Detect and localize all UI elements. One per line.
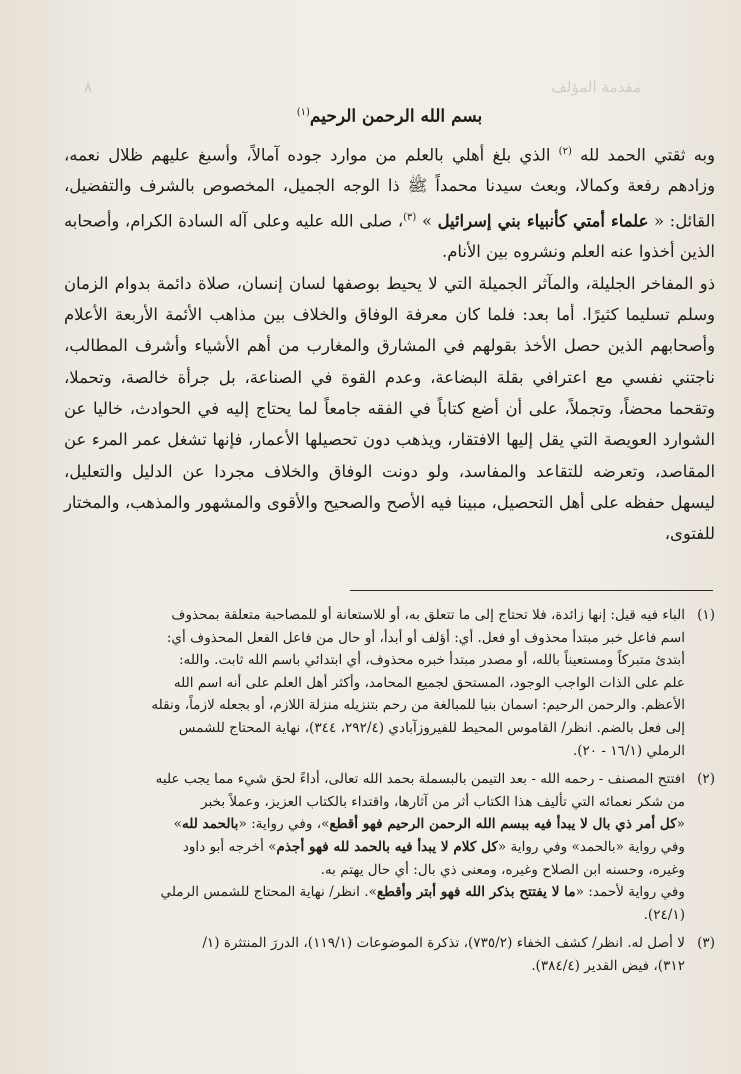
footnote-1: [64, 604, 715, 762]
footnote-separator: [350, 590, 713, 591]
paragraph-2: ذو المفاخر الجليلة، والمآثر الجميلة التي لا يحيط بوصفها لسان إنسان، صلاة دائمة بدوام الزمان وسلم تسليما كثيرًا. أما بعد: فلما كان معرفة الوفاق والخلاف بين مذاهب الأئمة الأربعة الأعلام وأصحابهم الذين حصل الأخذ بقولهم في المشارق والمغارب من أهم الأشياء وأشرف المطالب، ناجتني نفسي مع اعترافي بقلة البضاعة، وعدم القوة في الصناعة، بل جرأة خالصة، وتحملا، وتقحما محضاً، وتجملاً، على أن أضع كتاباً في الفقه جامعاً لما يحتاج إليه في الحوادث، خاليا عن الشوارد العويصة التي يقل إليها الافتقار، ويذهب دون تحصيلها الأعمار، فإنها تشغل عمر المرء عن المقاصد، وتعرضه للتقاعد والمفاسد، ولو دونت الوفاق والخلاف مجردا عن الدليل والتعليل، ليسهل حفظه على أهل التحصيل، مبينا فيه الأصح والصحيح والأقوى والمشهور والمذهب، والمختار للفتوى،: [64, 273, 715, 544]
footnote-body: [64, 768, 685, 926]
footnotes: [64, 604, 715, 984]
text-run: وفي رواية لأحمد: «: [575, 884, 685, 901]
hadith-quote: علماء أمتي كأنبياء بني إسرائيل: [437, 211, 649, 231]
text-run: »، وفي رواية: «: [238, 816, 330, 833]
footnote-line: الرملي (١٦/١ - ٢٠).: [572, 742, 685, 759]
main-text: [64, 98, 715, 549]
footnote-line: الأعظم. والرحمن الرحيم: اسمان بنيا للمبالغة من رحم بتنزيله منزلة اللازم، أو بجعله لازماً، ونقله: [151, 697, 685, 714]
running-header-bleed: [84, 78, 641, 96]
footnote-line: لا أصل له. انظر/ كشف الخفاء (٧٣٥/٢)، تذكرة الموضوعات (١١٩/١)، الدررَ المنتثرة (١/: [202, 935, 685, 952]
para1-text: ، صلى الله عليه وعلى آله السادة الكرام، وأصحابه الذين أخذوا عنه العلم ونشروه بين الأنام.: [64, 211, 715, 262]
basmala-heading: [64, 98, 715, 132]
para1-text: الذي بلغ أهلي بالعلم من موارد جوده آمالاً، وأسبغ عليهم ظلال نعمه، وزادهم رفعة وكمالا، وبعث سيدنا محمداً ﷺ ذا الوجه الجميل، المخصوص بالشرف والتفضيل، القائل: «: [64, 145, 716, 231]
footnote-line: [64, 881, 685, 904]
para1-text: »: [421, 211, 432, 231]
footnote-marker-3: (٣): [403, 211, 417, 223]
basmala-text: بسم الله الرحمن الرحيم: [309, 106, 483, 127]
hadith-quote: كل أمر ذي بال لا يبدأ فيه ببسم الله الرحمن الرحيم فهو أقطع: [329, 816, 677, 833]
footnote-line: اسم فاعل خبر مبتدأ محذوف أو فعل. أي: أؤلف أو أبدأ، أو حال من فاعل الفعل المحذوف أي:: [166, 629, 685, 646]
page-number: ٨: [84, 78, 93, 96]
text-run: «: [676, 816, 685, 833]
hadith-quote: كل كلام لا يبدأ فيه بالحمد لله فهو أجذم: [276, 838, 498, 855]
running-title: مقدمة المؤلف: [551, 78, 641, 96]
footnote-line: (٢٤/١).: [643, 906, 685, 923]
para1-text: وبه ثقتي الحمد لله: [580, 145, 715, 165]
footnote-body: [64, 932, 685, 977]
footnote-line: من شكر نعمائه التي تأليف هذا الكتاب أثر من آثارها، واقتداء بالكتاب العزيز، وعملاً بخبر: [200, 793, 685, 810]
footnote-line: الباء فيه قيل: إنها زائدة، فلا تحتاج إلى ما تتعلق به، أو للاستعانة أو للمصاحبة متعلقة بمحذوف: [171, 607, 685, 623]
footnote-line: [64, 813, 685, 836]
footnote-line: أبتدئ متبركاً ومستعيناً بالله، أو مصدر مبتدأ خبره محذوف، أي ابتدائي باسم الله ثابت. والله:: [178, 652, 685, 669]
footnote-marker-1: (١): [296, 107, 310, 118]
text-run: ». انظر/ نهاية المحتاج للشمس الرملي: [160, 884, 377, 901]
footnote-body: [64, 604, 685, 762]
footnote-number: (١): [697, 607, 715, 623]
hadith-quote: بالحمد لله: [181, 816, 239, 833]
footnote-marker-2: (٢): [558, 145, 572, 157]
footnote-line: وغيره، وحسنه ابن الصلاح وغيره، ومعنى ذي بال: أي حال يهتم به.: [320, 861, 685, 878]
footnote-line: ٣١٢)، فيض القدير (٣٨٤/٤).: [531, 957, 685, 974]
text-run: » أخرجه أبو داود: [182, 838, 277, 855]
footnote-number: (٢): [697, 771, 715, 788]
footnote-3: [64, 932, 715, 977]
footnote-line: [64, 836, 685, 859]
text-run: »: [173, 816, 182, 833]
footnote-line: إلى فعل بالضم. انظر/ القاموس المحيط للفيروزآبادي (٢٩٢/٤، ٣٤٤)، نهاية المحتاج للشمس: [178, 719, 685, 736]
paragraph-1: [64, 136, 715, 268]
footnote-line: علم على الذات الواجب الوجود، المستحق لجميع المحامد، وأكثر أهل العلم على أنه اسم الله: [173, 674, 685, 691]
hadith-quote: ما لا يفتتح بذكر الله فهو أبتر وأقطع: [376, 884, 576, 901]
footnote-line: افتتح المصنف - رحمه الله - بعد التيمن بالبسملة بحمد الله تعالى، أداءً لحق شيء مما يجب عليه: [155, 771, 685, 788]
footnote-number: (٣): [697, 935, 715, 952]
footnote-2: [64, 768, 715, 926]
text-run: وفي رواية «بالحمد» وفي رواية «: [497, 838, 685, 855]
